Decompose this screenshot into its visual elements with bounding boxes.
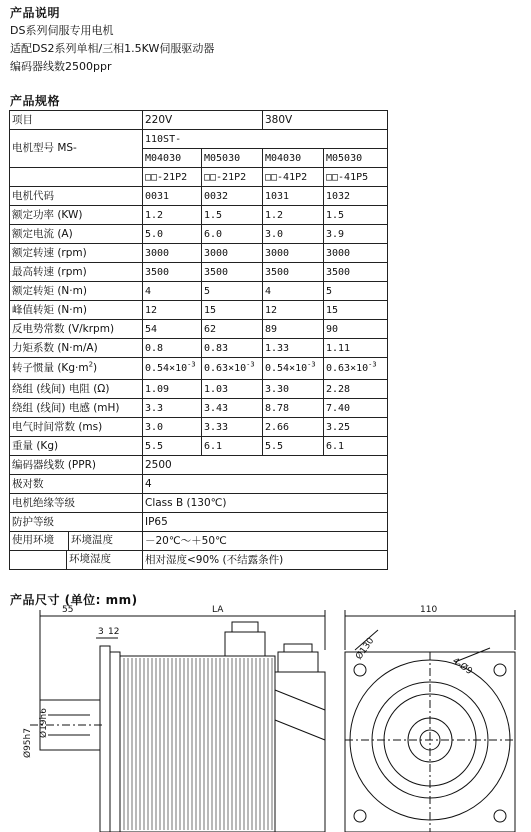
table-row: [10, 380, 388, 399]
row-value: 1.09: [143, 380, 202, 399]
row-value: 15: [202, 301, 263, 320]
table-row: [10, 399, 388, 418]
table-row: [10, 513, 388, 532]
row-label: 转子惯量 $(Kg\cdot m^2)$: [10, 358, 143, 380]
row-value: $0.63\times 10^{-3}$: [202, 358, 263, 380]
row-value: 3500: [143, 263, 202, 282]
row-label: 电气时间常数 (ms): [10, 418, 143, 437]
row-label: 防护等级: [10, 513, 143, 532]
table-row: [10, 130, 388, 149]
table-row: [10, 551, 388, 570]
table-row: [10, 494, 388, 513]
row-value: 5.5: [263, 437, 324, 456]
row-value: 4: [263, 282, 324, 301]
row-value: 1.11: [324, 339, 388, 358]
table-row: [10, 339, 388, 358]
row-value: 3000: [324, 244, 388, 263]
row-value: 3.0: [263, 225, 324, 244]
row-value: 0.83: [202, 339, 263, 358]
dim-19: Ø19h6: [39, 708, 49, 738]
row-label: 反电势常数 (V/krpm): [10, 320, 143, 339]
row-value: 1.5: [324, 206, 388, 225]
table-row: [10, 168, 388, 187]
row-value: 3000: [202, 244, 263, 263]
table-row: [10, 282, 388, 301]
row-value: 89: [263, 320, 324, 339]
row-value: 2.66: [263, 418, 324, 437]
dim-55: 55: [62, 605, 74, 615]
row-value: 2500: [143, 456, 388, 475]
suffix-cell: □□-21P2: [143, 168, 202, 187]
dim-3: 3: [98, 627, 104, 637]
row-value: 1.2: [263, 206, 324, 225]
empty-cell: [10, 168, 143, 187]
row-value: 1.33: [263, 339, 324, 358]
env-group-label: 使用环境: [10, 532, 69, 550]
row-label: 电机绝缘等级: [10, 494, 143, 513]
spec-heading: 产品规格: [10, 94, 61, 108]
row-value: 3000: [263, 244, 324, 263]
model-cell: M04030: [263, 149, 324, 168]
dims-heading: 产品尺寸 (单位: mm): [10, 593, 138, 607]
row-value: $0.54\times 10^{-3}$: [143, 358, 202, 380]
dim-110: 110: [420, 605, 438, 615]
row-value: 3.33: [202, 418, 263, 437]
dim-4x9: 4-Ø9: [450, 656, 474, 677]
row-value: $0.54\times 10^{-3}$: [263, 358, 324, 380]
row-value: 5.5: [143, 437, 202, 456]
row-value: 3500: [202, 263, 263, 282]
table-row: [10, 263, 388, 282]
row-label: 编码器线数 (PPR): [10, 456, 143, 475]
suffix-cell: □□-41P5: [324, 168, 388, 187]
row-value: 3500: [324, 263, 388, 282]
row-value: 62: [202, 320, 263, 339]
env-label: [10, 551, 143, 570]
row-label: 电机代码: [10, 187, 143, 206]
spec-table: [9, 110, 388, 570]
row-value: 15: [324, 301, 388, 320]
row-value: 4: [143, 282, 202, 301]
model-label: 电机型号 MS-: [10, 130, 143, 168]
row-value: 5.0: [143, 225, 202, 244]
row-value: 6.1: [202, 437, 263, 456]
row-value: 3.9: [324, 225, 388, 244]
row-label: 力矩系数 (N·m/A): [10, 339, 143, 358]
row-value: 1.03: [202, 380, 263, 399]
table-row: [10, 187, 388, 206]
row-value: 2.28: [324, 380, 388, 399]
row-value: IP65: [143, 513, 388, 532]
row-value: 54: [143, 320, 202, 339]
description-heading: 产品说明: [10, 6, 61, 20]
row-value: $0.63\times 10^{-3}$: [324, 358, 388, 380]
model-cell: M05030: [202, 149, 263, 168]
row-value: 5: [324, 282, 388, 301]
voltage-220: 220V: [143, 111, 263, 130]
table-row: [10, 244, 388, 263]
description-line-2: 适配DS2系列单相/三相1.5KW伺服驱动器: [10, 42, 215, 55]
row-value: 1032: [324, 187, 388, 206]
row-value: 4: [143, 475, 388, 494]
suffix-cell: □□-21P2: [202, 168, 263, 187]
row-value: 6.0: [202, 225, 263, 244]
row-value: 0031: [143, 187, 202, 206]
model-cell: M05030: [324, 149, 388, 168]
dim-130: Ø130: [354, 636, 377, 662]
table-row: [10, 320, 388, 339]
table-row: [10, 532, 388, 551]
row-label: 极对数: [10, 475, 143, 494]
table-row: [10, 111, 388, 130]
table-row: [10, 225, 388, 244]
table-row: [10, 358, 388, 380]
row-value: 1.2: [143, 206, 202, 225]
table-row: [10, 206, 388, 225]
suffix-cell: □□-41P2: [263, 168, 324, 187]
item-label: 项目: [10, 111, 143, 130]
row-value: 8.78: [263, 399, 324, 418]
row-value: 7.40: [324, 399, 388, 418]
env-temp-label: 环境温度: [71, 534, 113, 546]
row-value: 0032: [202, 187, 263, 206]
row-label: 额定转矩 (N·m): [10, 282, 143, 301]
row-value: 12: [143, 301, 202, 320]
row-value: 3000: [143, 244, 202, 263]
row-label: 额定电流 (A): [10, 225, 143, 244]
row-label: 最高转速 (rpm): [10, 263, 143, 282]
env-humidity-label: 环境湿度: [69, 553, 111, 565]
row-value: 3500: [263, 263, 324, 282]
model-cell: M04030: [143, 149, 202, 168]
row-label: 重量 (Kg): [10, 437, 143, 456]
row-label: 绕组 (线间) 电感 (mH): [10, 399, 143, 418]
description-line-3: 编码器线数2500ppr: [10, 60, 112, 73]
row-value: 90: [324, 320, 388, 339]
table-row: [10, 475, 388, 494]
table-row: [10, 437, 388, 456]
row-label: 峰值转矩 (N·m): [10, 301, 143, 320]
model-prefix: 110ST-: [143, 130, 388, 149]
row-value: 3.25: [324, 418, 388, 437]
voltage-380: 380V: [263, 111, 388, 130]
dim-12: 12: [108, 627, 120, 637]
env-temp-value: －20℃～＋50℃: [143, 532, 388, 551]
dim-95: Ø95h7: [23, 728, 33, 758]
row-value: 1.5: [202, 206, 263, 225]
row-value: 0.8: [143, 339, 202, 358]
dimension-drawing: [0, 590, 531, 832]
row-value: 3.0: [143, 418, 202, 437]
table-row: [10, 418, 388, 437]
env-humidity-value: 相对湿度<90% (不结露条件): [143, 551, 388, 570]
row-value: 3.30: [263, 380, 324, 399]
dim-la: LA: [212, 605, 224, 615]
description-line-1: DS系列伺服专用电机: [10, 24, 114, 37]
row-label: 绕组 (线间) 电阻 (Ω): [10, 380, 143, 399]
env-label: [10, 532, 143, 551]
row-value: 3.3: [143, 399, 202, 418]
table-row: [10, 456, 388, 475]
row-value: 6.1: [324, 437, 388, 456]
table-row: [10, 301, 388, 320]
row-value: 5: [202, 282, 263, 301]
row-value: 3.43: [202, 399, 263, 418]
row-value: Class B (130℃): [143, 494, 388, 513]
row-value: 1031: [263, 187, 324, 206]
row-label: 额定转速 (rpm): [10, 244, 143, 263]
row-value: 12: [263, 301, 324, 320]
row-label: 额定功率 (KW): [10, 206, 143, 225]
